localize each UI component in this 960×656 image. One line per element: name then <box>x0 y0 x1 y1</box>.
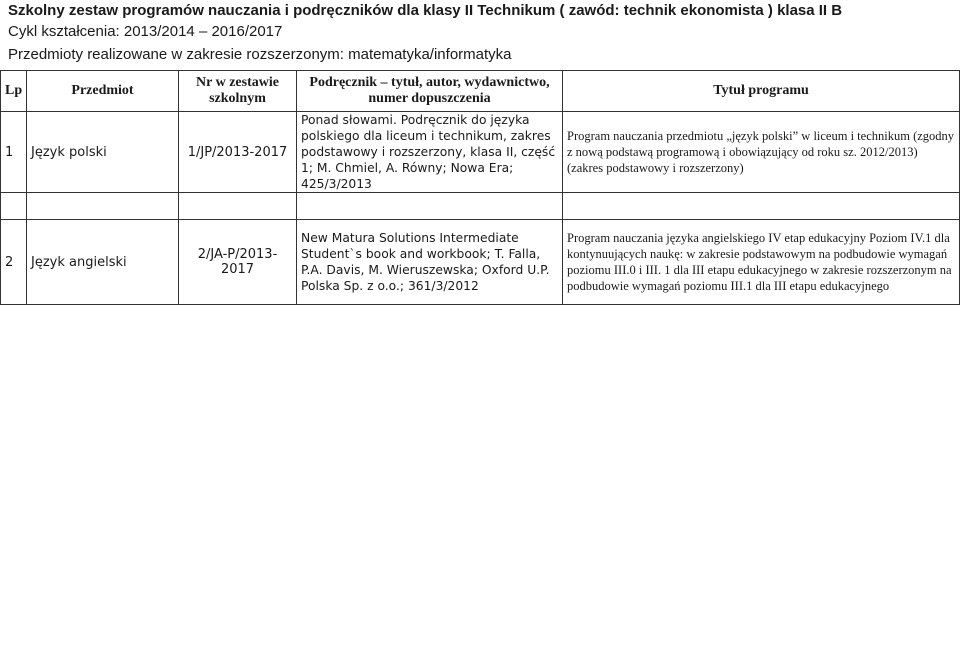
table-row <box>1 112 960 193</box>
table-row <box>1 220 960 305</box>
col-header-nr-line2: szkolnym <box>209 91 266 106</box>
curriculum-table <box>0 70 960 305</box>
row-lp: 2 <box>1 220 27 305</box>
row-nr: 1/JP/2013-2017 <box>179 112 297 193</box>
col-header-nr-line1: Nr w zestawie <box>196 75 279 90</box>
col-header-program: Tytuł programu <box>563 71 960 112</box>
row-subject: Język angielski <box>27 220 179 305</box>
row-program: Program nauczania języka angielskiego IV etap edukacyjny Poziom IV.1 dla kontynuujących naukę: w zakresie podstawowym na podbudowie wymagań poziomu III.0 i III. 1 dla III etapu edukacyjnego w zakresie rozszerzonym na podbudowie wymagań poziomu III.1 dla III etapu edukacyjnego <box>563 220 960 305</box>
document-title: Szkolny zestaw programów nauczania i podręczników dla klasy II Technikum ( zawód: technik ekonomista ) klasa II B <box>8 2 843 19</box>
extended-subjects: Przedmioty realizowane w zakresie rozszerzonym: matematyka/informatyka <box>8 46 512 63</box>
table-header-row <box>1 71 960 112</box>
row-program: Program nauczania przedmiotu „język polski” w liceum i technikum (zgodny z nową podstawą programową i obowiązujący od roku sz. 2012/2013) (zakres podstawowy i rozszerzony) <box>563 112 960 193</box>
col-header-book-line1: Podręcznik – tytuł, autor, wydawnictwo, <box>309 75 550 90</box>
row-spacer <box>1 193 960 220</box>
col-header-nr <box>179 71 297 112</box>
col-header-lp: Lp <box>1 71 27 112</box>
col-header-subject: Przedmiot <box>27 71 179 112</box>
row-book: New Matura Solutions Intermediate Student`s book and workbook; T. Falla, P.A. Davis, M. Wieruszewska; Oxford U.P. Polska Sp. z o.o.; 361/3/2012 <box>297 220 563 305</box>
row-subject: Język polski <box>27 112 179 193</box>
col-header-book <box>297 71 563 112</box>
row-book: Ponad słowami. Podręcznik do języka polskiego dla liceum i technikum, zakres podstawowy i rozszerzony, klasa II, część 1; M. Chmiel, A. Równy; Nowa Era; 425/3/2013 <box>297 112 563 193</box>
row-nr: 2/JA-P/2013-2017 <box>179 220 297 305</box>
col-header-book-line2: numer dopuszczenia <box>368 91 491 106</box>
row-lp: 1 <box>1 112 27 193</box>
education-cycle: Cykl kształcenia: 2013/2014 – 2016/2017 <box>8 23 283 40</box>
